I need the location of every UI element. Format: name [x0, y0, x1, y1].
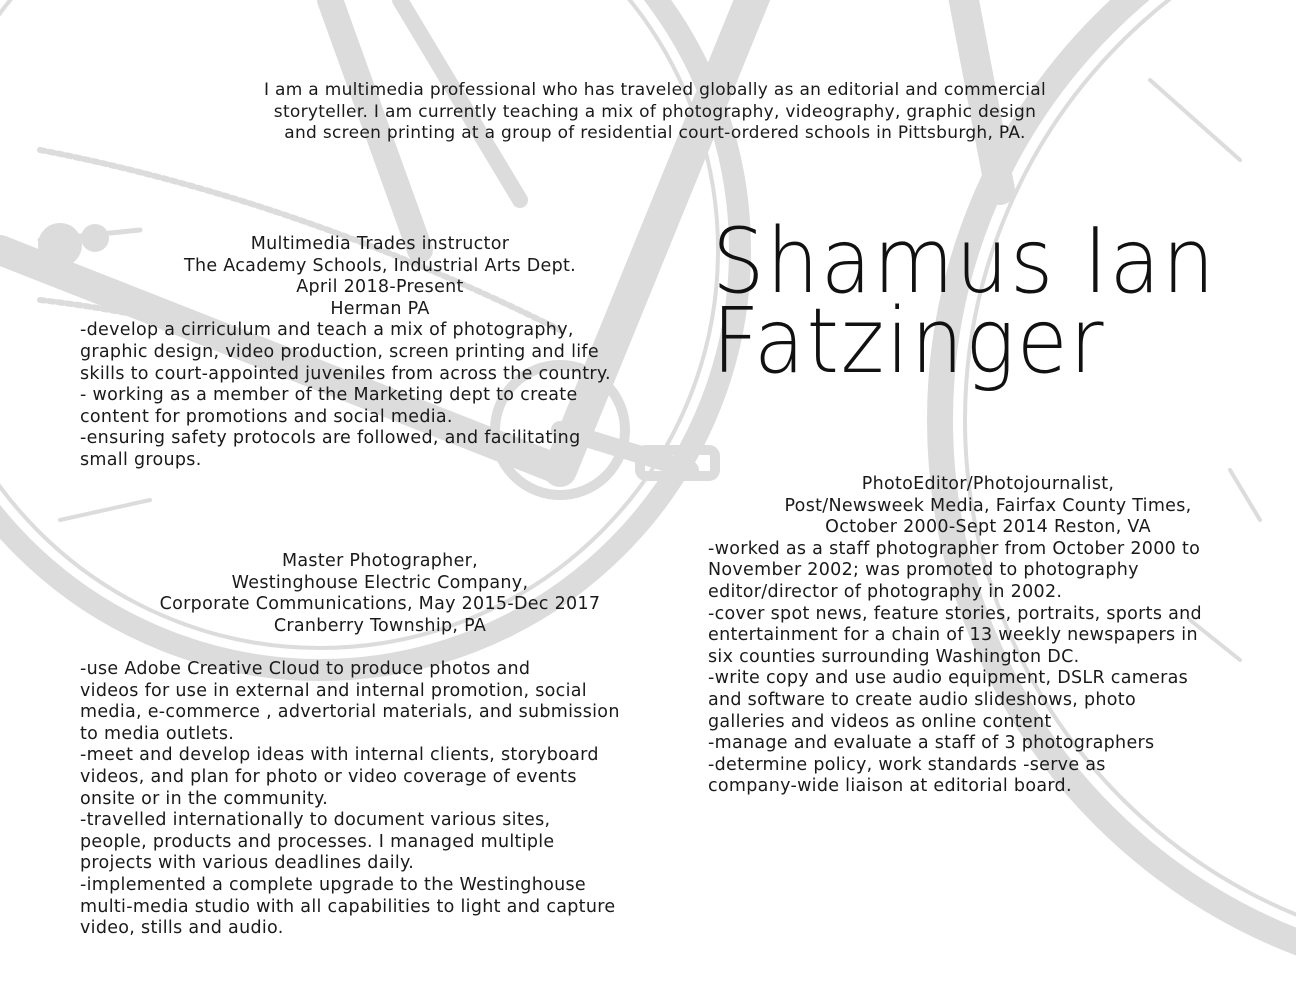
- job-dates: October 2000-Sept 2014 Reston, VA: [825, 517, 1151, 538]
- job-detail-line: six counties surrounding Washington DC.: [708, 646, 1080, 667]
- job-dates: April 2018-Present: [296, 277, 464, 298]
- job-detail-line: -meet and develop ideas with internal clients, storyboard: [80, 745, 599, 766]
- intro-line: I am a multimedia professional who has traveled globally as an editorial and commercial: [264, 80, 1046, 100]
- job-post-newsweek: [708, 474, 1268, 798]
- job-detail-line: skills to court-appointed juveniles from across the country.: [80, 363, 611, 384]
- job-location: Cranberry Township, PA: [273, 615, 487, 636]
- job-employer: Westinghouse Electric Company,: [231, 572, 529, 593]
- job-detail-line: projects with various deadlines daily.: [80, 853, 415, 874]
- first-name: Shamus Ian: [712, 209, 1217, 314]
- intro-line: and screen printing at a group of residential court-ordered schools in Pittsburgh, PA.: [284, 123, 1026, 143]
- job-title: PhotoEditor/Photojournalist,: [861, 474, 1115, 494]
- job-detail-line: small groups.: [80, 449, 202, 470]
- job-detail-line: to media outlets.: [80, 723, 235, 744]
- intro-paragraph: [190, 80, 1120, 145]
- job-detail-line: and software to create audio slideshows, photo: [708, 689, 1136, 710]
- job-detail-line: -cover spot news, feature stories, portraits, sports and: [708, 603, 1202, 624]
- job-detail-line: galleries and videos as online content: [708, 711, 1052, 732]
- job-detail-line: video, stills and audio.: [80, 918, 284, 939]
- job-title: Multimedia Trades instructor: [250, 234, 510, 254]
- job-detail-line: -write copy and use audio equipment, DSLR cameras: [708, 668, 1189, 689]
- job-detail-line: entertainment for a chain of 13 weekly newspapers in: [708, 625, 1198, 646]
- name-heading: [712, 209, 1227, 394]
- job-detail-line: company-wide liaison at editorial board.: [708, 776, 1072, 797]
- job-title: Master Photographer,: [282, 551, 478, 571]
- job-detail-line: videos for use in external and internal promotion, social: [80, 680, 587, 701]
- job-detail-line: graphic design, video production, screen printing and life: [80, 341, 599, 362]
- job-detail-line: multi-media studio with all capabilities to light and capture: [80, 896, 616, 917]
- job-detail-line: content for promotions and social media.: [80, 406, 453, 427]
- job-detail-line: videos, and plan for photo or video coverage of events: [80, 766, 577, 787]
- job-detail-line: media, e-commerce , advertorial materials, and submission: [80, 702, 620, 723]
- job-detail-line: -determine policy, work standards -serve as: [708, 754, 1106, 775]
- job-employer: The Academy Schools, Industrial Arts Dept.: [183, 255, 577, 276]
- job-detail-line: - working as a member of the Marketing dept to create: [80, 385, 578, 406]
- job-detail-line: -ensuring safety protocols are followed, and facilitating: [80, 428, 581, 449]
- last-name: Fatzinger: [712, 289, 1106, 394]
- intro-line: storyteller. I am currently teaching a mix of photography, videography, graphic design: [273, 101, 1037, 122]
- job-detail-line: editor/director of photography in 2002.: [708, 581, 1063, 602]
- job-detail-line: -develop a cirriculum and teach a mix of photography,: [80, 320, 574, 341]
- job-detail-line: -use Adobe Creative Cloud to produce photos and: [80, 658, 531, 679]
- job-detail-line: onsite or in the community.: [80, 788, 329, 809]
- job-detail-line: -travelled internationally to document various sites,: [80, 810, 551, 831]
- job-academy-schools: [80, 234, 680, 472]
- job-detail-line: November 2002; was promoted to photography: [708, 560, 1139, 581]
- job-detail-line: people, products and processes. I managed multiple: [80, 831, 555, 852]
- job-location: Herman PA: [330, 298, 430, 319]
- job-westinghouse: [80, 551, 680, 940]
- job-detail-line: -implemented a complete upgrade to the Westinghouse: [80, 874, 586, 895]
- job-dates: Corporate Communications, May 2015-Dec 2017: [159, 594, 601, 615]
- spacer: [80, 637, 680, 659]
- job-employer: Post/Newsweek Media, Fairfax County Times,: [784, 495, 1192, 516]
- job-detail-line: -worked as a staff photographer from October 2000 to: [708, 538, 1201, 559]
- job-detail-line: -manage and evaluate a staff of 3 photographers: [708, 733, 1155, 754]
